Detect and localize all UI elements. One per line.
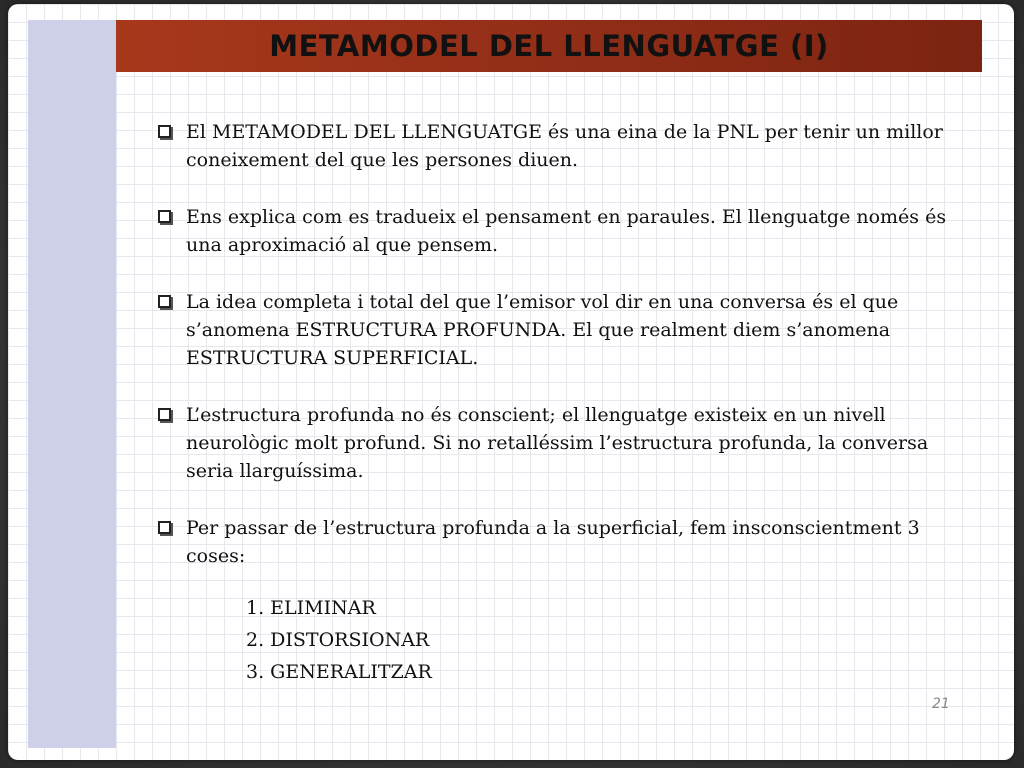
numbered-list: [246, 592, 432, 688]
bullet-text: Ens explica com es tradueix el pensament en paraules. El llenguatge només és una aproximació al que pensem.: [186, 206, 947, 256]
bullet-item: [158, 401, 958, 485]
bullet-text: La idea completa i total del que l’emisor vol dir en una conversa és el que s’anomena ESTRUCTURA PROFUNDA. El que realment diem s’anomena ESTRUCTURA SUPERFICIAL.: [186, 291, 899, 369]
slide: [8, 4, 1014, 760]
numbered-item: 2. DISTORSIONAR: [246, 629, 430, 651]
bullet-item: [158, 288, 958, 372]
hollow-square-bullet-icon: [158, 295, 171, 308]
bullet-list: [158, 118, 958, 570]
bullet-item: [158, 203, 958, 259]
slide-content: [158, 118, 958, 683]
numbered-item: 1. ELIMINAR: [246, 597, 376, 619]
hollow-square-bullet-icon: [158, 408, 171, 421]
slide-title: METAMODEL DEL LLENGUATGE (I): [269, 29, 829, 63]
hollow-square-bullet-icon: [158, 521, 171, 534]
page-number: 21: [932, 696, 950, 712]
side-decorative-band: [28, 20, 116, 748]
hollow-square-bullet-icon: [158, 125, 171, 138]
bullet-text: L’estructura profunda no és conscient; el llenguatge existeix en un nivell neurològic molt profund. Si no retalléssim l’estructura profunda, la conversa seria llarguíssima.: [186, 404, 929, 482]
title-bar: [116, 20, 982, 72]
bullet-item: [158, 514, 958, 570]
numbered-item: 3. GENERALITZAR: [246, 661, 432, 683]
hollow-square-bullet-icon: [158, 210, 171, 223]
bullet-text: El METAMODEL DEL LLENGUATGE és una eina de la PNL per tenir un millor coneixement del que les persones diuen.: [186, 121, 943, 171]
bullet-text: Per passar de l’estructura profunda a la superficial, fem insconscientment 3 coses:: [186, 517, 920, 567]
bullet-item: [158, 118, 958, 174]
